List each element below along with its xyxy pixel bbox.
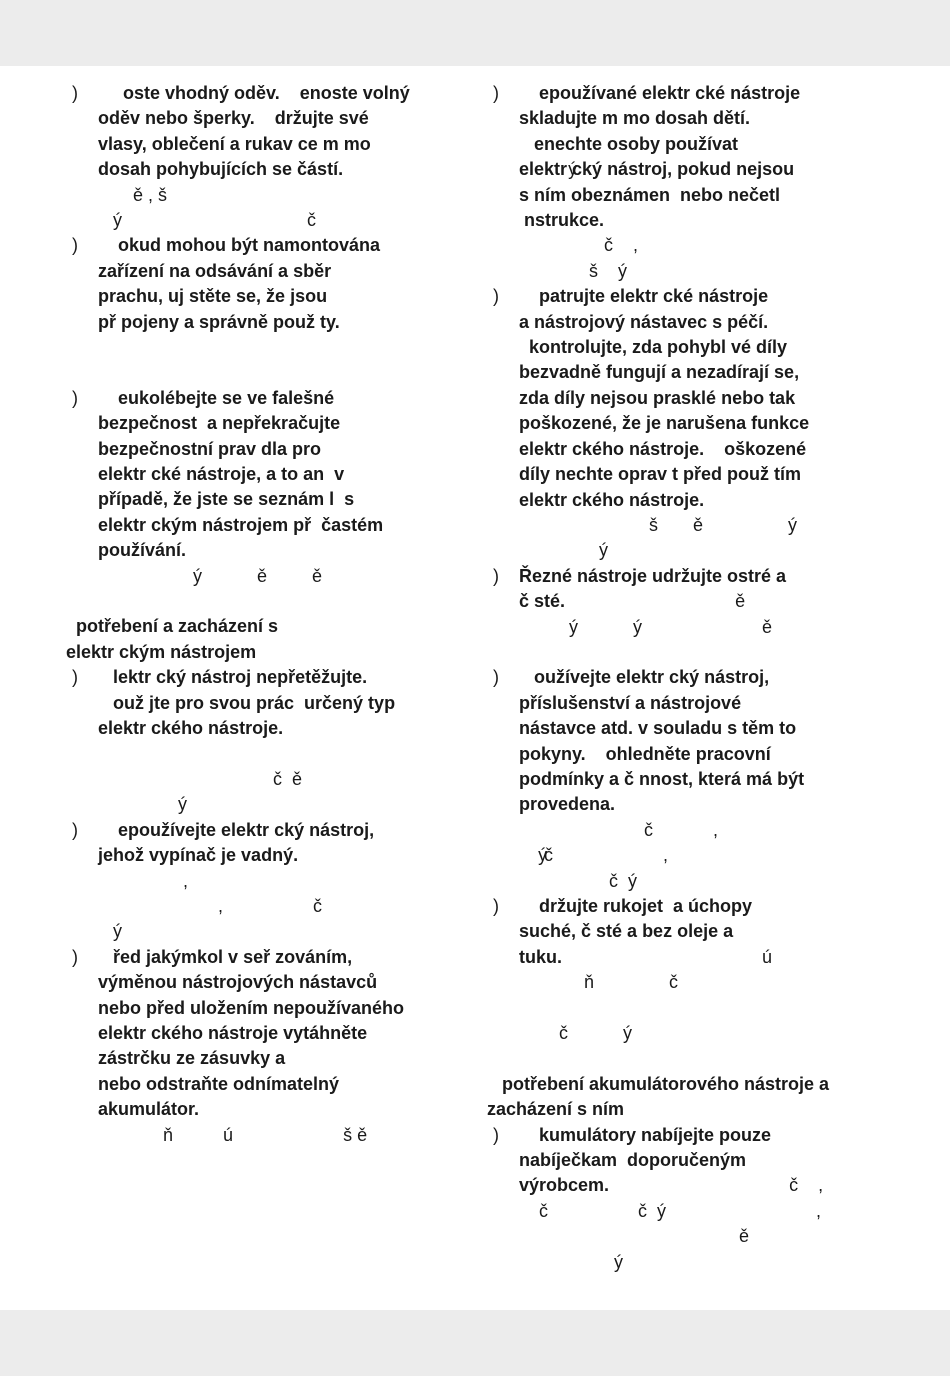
text-line: nabíječkam doporučeným xyxy=(519,1150,747,1171)
text-line: používání. xyxy=(98,540,187,561)
text-line: , č xyxy=(98,895,323,916)
list-item-f xyxy=(487,564,907,640)
text-line: elektr ckého nástroje. xyxy=(519,489,705,510)
heading-line: potřebení akumulátorového nástroje a xyxy=(487,1073,830,1094)
text-line: elektr ckým nástrojem př častém xyxy=(98,514,384,535)
text-line: skladujte m mo dosah dětí. xyxy=(519,108,751,129)
text-line: elektr ckého nástroje. oškozené xyxy=(519,438,807,459)
text-line: zda díly nejsou prasklé nebo tak xyxy=(519,387,796,408)
text-line: poškozené, že je narušena funkce xyxy=(519,413,810,434)
list-marker: ) xyxy=(72,83,78,103)
text-line: ouž jte pro svou prác určený typ xyxy=(98,692,396,713)
text-line: ý xyxy=(98,921,123,942)
header-band xyxy=(0,0,950,66)
text-line: nebo odstraňte odnímatelný xyxy=(98,1073,340,1094)
text-line xyxy=(519,1173,907,1198)
text-line: a nástrojový nástavec s péčí. xyxy=(519,311,769,332)
section-heading xyxy=(66,614,466,665)
text-line: vlasy, oblečení a rukav ce m mo xyxy=(98,133,371,154)
bold-fragment: jehož vypínač je vadný. xyxy=(98,845,299,866)
text-line: š ý xyxy=(519,260,628,281)
text-line: č ý xyxy=(519,1023,633,1043)
text-line: ý xyxy=(519,540,609,561)
list-marker: ) xyxy=(493,667,499,688)
list-marker: ) xyxy=(72,387,78,408)
text-line: ý xyxy=(519,1251,624,1272)
normal-fragment: ý xyxy=(343,159,578,180)
text-line: oděv nebo šperky. držujte své xyxy=(98,108,369,129)
text-line: ň č xyxy=(519,972,679,993)
text-line: elektr ckého nástroje. xyxy=(98,718,284,739)
text-line: akumulátor. xyxy=(98,1099,200,1120)
text-line: š ě ý xyxy=(519,514,798,535)
text-line: bezpečnost a nepřekračujte xyxy=(98,413,341,434)
text-line: ě , š xyxy=(98,184,168,205)
normal-fragment: ý xyxy=(298,845,548,866)
normal-fragment: ú xyxy=(562,946,773,967)
list-item-b xyxy=(66,818,548,945)
list-item-a xyxy=(487,1123,907,1275)
text-line: , xyxy=(98,870,189,891)
list-item-h xyxy=(487,894,907,1046)
text-line: díly nechte oprav t před použ tím xyxy=(519,464,802,485)
text-line: ý xyxy=(98,794,188,815)
text-line: pokyny. ohledněte pracovní xyxy=(519,743,771,764)
text-line: okud mohou být namontována xyxy=(98,235,381,256)
text-line: s ním obeznámen nebo nečetl xyxy=(519,184,781,205)
list-item-d xyxy=(487,81,907,284)
list-marker: ) xyxy=(72,819,78,840)
text-line: ý ě ě xyxy=(98,565,323,586)
text-line: výměnou nástrojových nástavců xyxy=(98,972,378,993)
list-item-c xyxy=(66,945,466,1148)
text-line: oužívejte elektr cký nástroj, xyxy=(519,667,770,688)
text-line: Řezné nástroje udržujte ostré a xyxy=(519,565,787,586)
list-marker: ) xyxy=(493,83,499,103)
text-line: ý ý ě xyxy=(519,616,773,637)
text-line xyxy=(519,589,907,614)
bold-fragment: č sté. xyxy=(519,591,566,612)
normal-fragment: č , xyxy=(609,1175,824,1196)
text-line: kontrolujte, zda pohybl vé díly xyxy=(519,337,788,358)
bold-fragment: tuku. xyxy=(519,946,562,967)
text-line: eukolébejte se ve falešné xyxy=(98,387,335,408)
text-line: řed jakýmkol v seř zováním, xyxy=(98,946,353,967)
text-line xyxy=(98,157,578,182)
heading-line: elektr ckým nástrojem xyxy=(66,641,257,662)
text-line: bezvadně fungují a nezadírají se, xyxy=(519,362,800,383)
text-line: č č ý , xyxy=(519,1200,822,1221)
text-line: zařízení na odsávání a sběr xyxy=(98,260,332,281)
section-heading xyxy=(487,1072,907,1123)
text-line: oste vhodný oděv. enoste volný xyxy=(98,83,410,103)
text-line: č ý xyxy=(519,870,638,891)
heading-line: zacházení s ním xyxy=(487,1099,625,1120)
list-marker: ) xyxy=(493,286,499,307)
text-line: nebo před uložením nepoužívaného xyxy=(98,997,405,1018)
text-line: provedena. xyxy=(519,794,616,815)
list-item-e xyxy=(487,284,907,563)
text-line xyxy=(98,843,548,868)
right-column xyxy=(487,81,907,1275)
text-line: enechte osoby používat xyxy=(519,133,739,154)
list-item-a xyxy=(66,665,466,817)
text-line: ý č xyxy=(98,210,317,231)
list-marker: ) xyxy=(493,1124,499,1145)
text-line: ň ú š ě xyxy=(98,1124,368,1145)
text-line: případě, že jste se seznám l s xyxy=(98,489,355,510)
text-line: elektr ckého nástroje vytáhněte xyxy=(98,1022,368,1043)
text-line: elektr cký nástroj, pokud nejsou xyxy=(519,159,795,180)
text-line: patrujte elektr cké nástroje xyxy=(519,286,769,307)
text-line: č , xyxy=(519,845,669,866)
list-marker: ) xyxy=(493,895,499,916)
list-marker: ) xyxy=(72,946,78,967)
text-line: př pojeny a správně použ ty. xyxy=(98,311,340,332)
text-line: kumulátory nabíjejte pouze xyxy=(519,1124,772,1145)
text-line: lektr cký nástroj nepřetěžujte. xyxy=(98,667,368,688)
footer-band xyxy=(0,1310,950,1376)
list-item-e xyxy=(66,233,466,335)
text-line: elektr cké nástroje, a to an v xyxy=(98,464,345,485)
list-marker: ) xyxy=(493,565,499,586)
list-marker: ) xyxy=(72,667,78,688)
text-line: suché, č sté a bez oleje a xyxy=(519,921,734,942)
text-line: č , xyxy=(519,235,639,256)
list-marker: ) xyxy=(72,235,78,256)
bold-fragment: výrobcem. xyxy=(519,1175,610,1196)
text-line: držujte rukojet a úchopy xyxy=(519,895,753,916)
text-line: zástrčku ze zásuvky a xyxy=(98,1048,286,1069)
text-line: příslušenství a nástrojové xyxy=(519,692,742,713)
text-line: nástavce atd. v souladu s těm to xyxy=(519,718,797,739)
normal-fragment: ě xyxy=(565,591,746,612)
text-line: č , xyxy=(519,819,719,840)
text-line: podmínky a č nnost, která má být xyxy=(519,768,805,789)
heading-line: potřebení a zacházení s xyxy=(66,616,279,637)
text-line: bezpečnostní prav dla pro xyxy=(98,438,322,459)
text-line: prachu, uj stěte se, že jsou xyxy=(98,286,328,307)
text-line: č ě xyxy=(98,768,303,789)
text-line: epoužívejte elektr cký nástroj, xyxy=(98,819,375,840)
text-line: nstrukce. xyxy=(519,210,605,231)
text-line: epoužívané elektr cké nástroje xyxy=(519,83,801,103)
text-line xyxy=(519,945,907,970)
text-line: ě xyxy=(519,1226,750,1247)
list-item-f xyxy=(66,386,466,589)
list-item-g xyxy=(487,665,907,894)
bold-fragment: dosah pohybujících se částí. xyxy=(98,159,344,180)
